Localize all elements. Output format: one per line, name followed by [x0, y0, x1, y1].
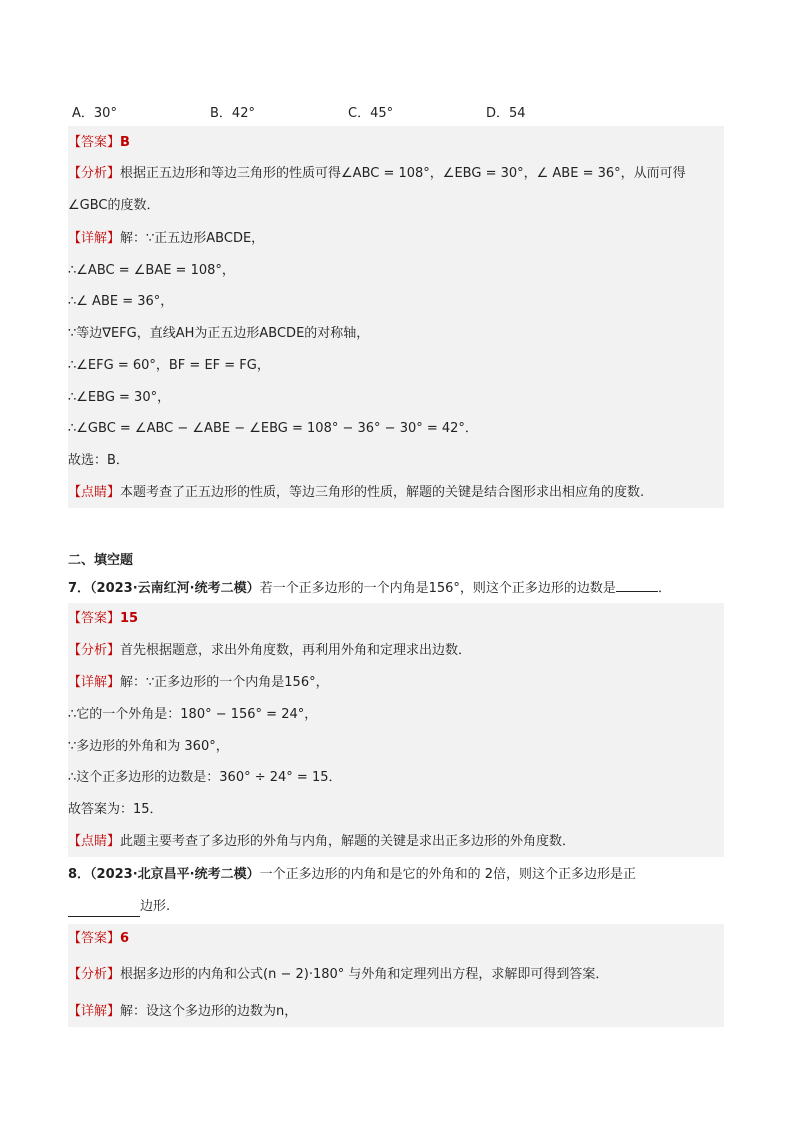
- q6-solution-block: [68, 126, 724, 508]
- q6-detail-line-2: ∴∠ABC = ∠BAE = 108°，: [68, 263, 235, 278]
- q7-result: 故答案为：15．: [68, 802, 163, 817]
- detail-tag: 【详解】: [68, 231, 121, 246]
- answer-tag: 【答案】: [68, 135, 121, 150]
- q8-question-line-1: [68, 866, 636, 884]
- question-end: ．: [657, 581, 671, 596]
- q6-detail-line-1: [68, 230, 264, 248]
- q7-analysis: [68, 642, 471, 660]
- q6-detail-line-7: ∴∠GBC = ∠ABC − ∠ABE − ∠EBG = 108° − 36° − 30° = 42°．: [68, 421, 478, 436]
- q6-detail-line-6: ∴∠EBG = 30°，: [68, 390, 171, 405]
- q7-question: [68, 580, 671, 598]
- question-source: （2023·云南红河·统考二模）: [90, 581, 260, 596]
- section-title: 二、填空题: [68, 553, 134, 568]
- question-text: 一个正多边形的内角和是它的外角和的 2倍，则这个正多边形是正: [259, 867, 637, 882]
- q7-answer: [68, 610, 138, 628]
- analysis-tag: 【分析】: [68, 967, 121, 982]
- question-source: （2023·北京昌平·统考二模）: [90, 867, 260, 882]
- option-a: [72, 102, 117, 121]
- question-text-end: 边形.: [140, 899, 171, 914]
- comment-text: 本题考查了正五边形的性质，等边三角形的性质，解题的关键是结合图形求出相应角的度数.: [120, 485, 645, 500]
- option-c: [348, 102, 393, 121]
- detail-tag: 【详解】: [68, 1004, 121, 1019]
- q7-comment: [68, 833, 575, 851]
- detail-text: 解：设这个多边形的边数为n，: [120, 1004, 298, 1019]
- answer-value: 15: [120, 611, 139, 626]
- q6-analysis-line-1: [68, 165, 686, 183]
- q6-detail-line-5: ∴∠EFG = 60°，BF = EF = FG，: [68, 358, 270, 373]
- q8-analysis: [68, 966, 608, 984]
- option-value: 45°: [370, 106, 394, 121]
- option-letter: A．: [72, 106, 94, 121]
- answer-blank: [616, 591, 658, 592]
- answer-tag: 【答案】: [68, 611, 121, 626]
- detail-text: 解：∵正五边形ABCDE，: [120, 231, 265, 246]
- option-value: 30°: [93, 106, 117, 121]
- q6-detail-line-3: ∴∠ ABE = 36°，: [68, 294, 174, 309]
- question-number: 8．: [68, 867, 91, 882]
- question-number: 7．: [68, 581, 91, 596]
- q7-detail-line-4: ∴这个正多边形的边数是：360° ÷ 24° = 15．: [68, 770, 342, 785]
- option-value: 54: [509, 106, 526, 121]
- q6-answer: [68, 134, 130, 152]
- comment-tag: 【点睛】: [68, 834, 121, 849]
- question-text: 若一个正多边形的一个内角是156°，则这个正多边形的边数是: [259, 581, 616, 596]
- q8-detail-line-1: [68, 1003, 297, 1021]
- option-value: 42°: [231, 106, 255, 121]
- analysis-text: 首先根据题意，求出外角度数，再利用外角和定理求出边数．: [120, 643, 472, 658]
- q8-answer: [68, 930, 129, 948]
- q7-detail-line-1: [68, 674, 329, 692]
- q6-detail-line-4: ∵等边∇EFG，直线AH为正五边形ABCDE的对称轴，: [68, 326, 370, 341]
- option-b: [210, 102, 255, 121]
- detail-text: 解：∵正多边形的一个内角是156°，: [120, 675, 329, 690]
- q8-question-line-2: [68, 898, 170, 917]
- comment-tag: 【点睛】: [68, 485, 121, 500]
- answer-tag: 【答案】: [68, 931, 121, 946]
- analysis-text: 根据多边形的内角和公式(n − 2)·180° 与外角和定理列出方程，求解即可得到答案．: [120, 967, 609, 982]
- option-letter: B．: [210, 106, 232, 121]
- comment-text: 此题主要考查了多边形的外角与内角，解题的关键是求出正多边形的外角度数．: [120, 834, 576, 849]
- analysis-tag: 【分析】: [68, 643, 121, 658]
- answer-value: 6: [120, 931, 130, 946]
- q6-analysis-line-2: ∠GBC的度数．: [68, 198, 160, 213]
- q6-choose: 故选：B．: [68, 453, 129, 468]
- q7-detail-line-3: ∵多边形的外角和为 360°，: [68, 739, 229, 754]
- answer-value: B: [120, 135, 130, 150]
- option-letter: D．: [486, 106, 510, 121]
- detail-tag: 【详解】: [68, 675, 121, 690]
- answer-blank: [68, 898, 140, 917]
- analysis-text: 根据正五边形和等边三角形的性质可得∠ABC = 108°，∠EBG = 30°，∠ ABE = 36°，从而可得: [120, 166, 686, 181]
- analysis-tag: 【分析】: [68, 166, 121, 181]
- option-letter: C．: [348, 106, 371, 121]
- option-d: [486, 102, 526, 121]
- q6-comment: [68, 484, 644, 502]
- q7-detail-line-2: ∴它的一个外角是：180° − 156° = 24°，: [68, 707, 318, 722]
